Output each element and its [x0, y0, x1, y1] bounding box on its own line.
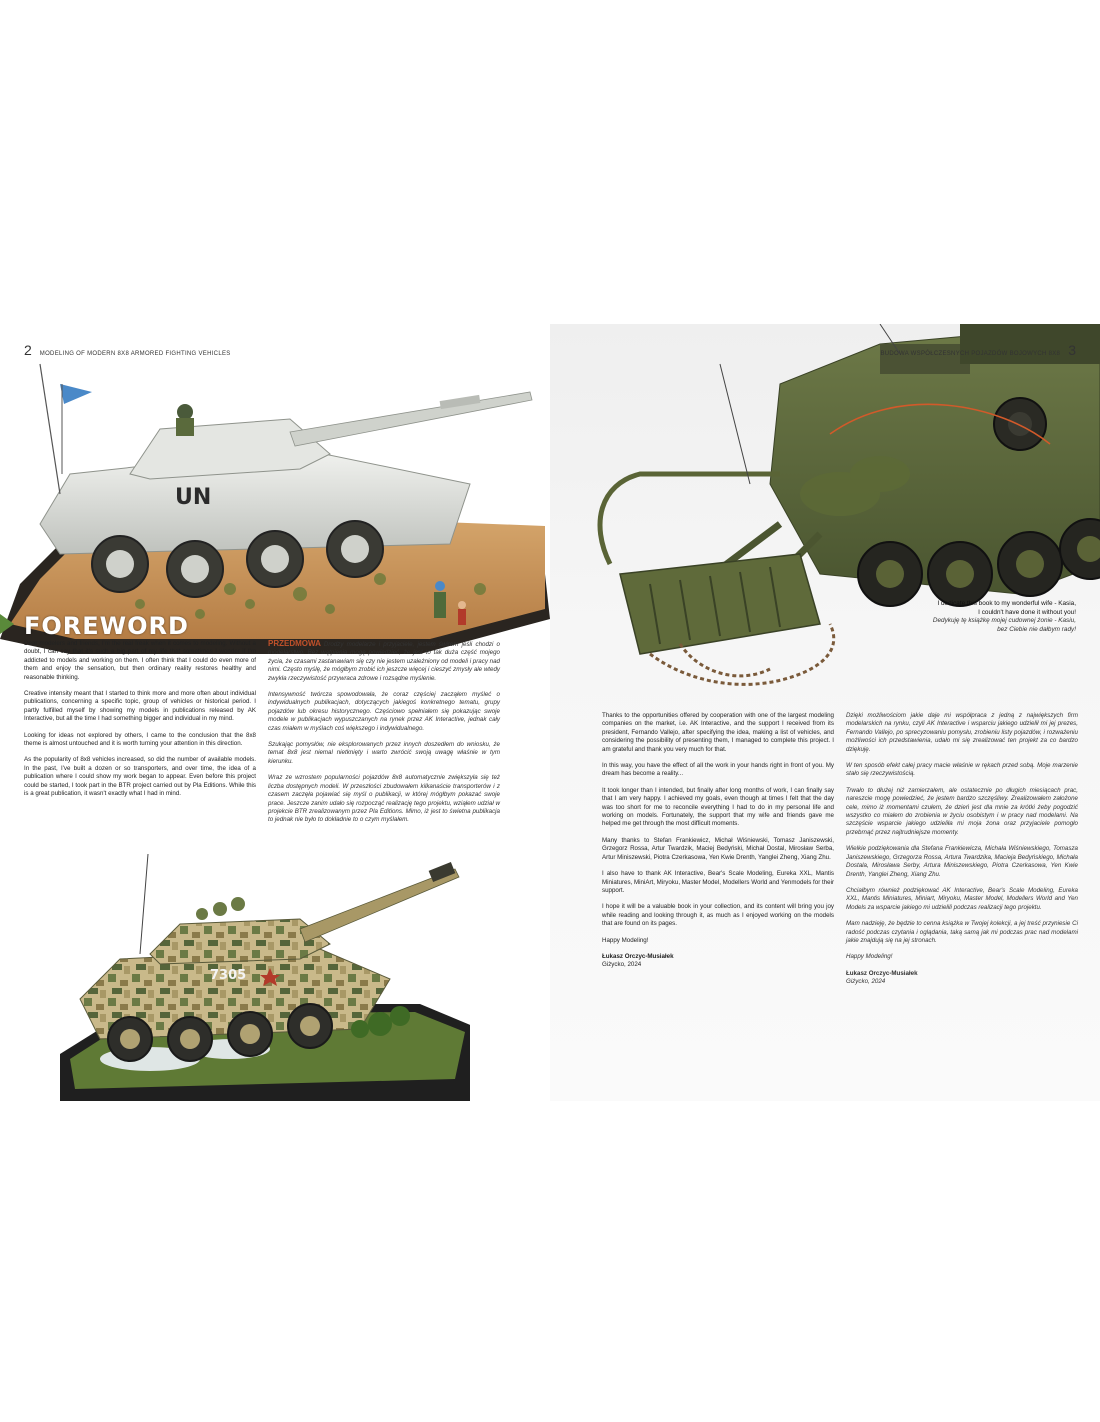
running-title: MODELING OF MODERN 8X8 ARMORED FIGHTING VEHICLES [39, 351, 231, 357]
paragraph: Szukając pomysłów, nie eksplorowanych przez innych doszedłem do wniosku, że temat 8x8 jest niemal nietknięty i warto zwrócić swoją uwagę właśnie w tym kierunku. [268, 741, 500, 765]
turret-number: 7305 [210, 968, 247, 983]
paragraph: Many thanks to Stefan Frankiewicz, Michał Wiśniewski, Tomasz Janiszewski, Grzegorz Rossa, Artur Twardzik, Maciej Bedyński, Michał Dostal, Mirosław Serba, Artur Miniszewski, Piotra Czerkasowa, Yen Kwie Drenth, Yanglei Zheng, Xiang Zhu. [602, 836, 834, 861]
dedication-pl-line: Dedykuję tę książkę mojej cudownej żonie - Kasiu, [932, 617, 1076, 625]
paragraph: Dzięki możliwościom jakie daje mi współpraca z jedną z największych firm modelarskich na rynku, czyli AK Interactive i wsparciu jakiego udzielił mi jej prezes, Fernando Vallejo, po sprecyzowaniu pomysłu, zrobieniu listy pojazdów, i rozważeniu możliwości ich przedstawienia, udało mi się zrealizować ten projekt za co bardzo dziękuję. [846, 712, 1078, 753]
paragraph: W ten sposób efekt całej pracy macie właśnie w rękach przed sobą. Moje marzenie stało się rzeczywistością. [846, 762, 1078, 778]
paragraph: Mam nadzieję, że będzie to cenna książka w Twojej kolekcji, a jej treść przyniesie Ci radość podczas czytania i oglądania, taką samą jak mi podczas prac nad modelami jakie znajdują się na jej stronach. [846, 920, 1078, 944]
right-page [550, 324, 1100, 1101]
english-column-left [24, 640, 256, 807]
signature-place-date: Giżycko, 2024 [602, 961, 642, 969]
signature-place-date: Giżycko, 2024 [846, 978, 886, 986]
un-marking: UN [175, 485, 212, 510]
foreword-title: FOREWORD [24, 612, 189, 640]
dedication-en-line: I couldn't have done it without you! [978, 608, 1076, 616]
paragraph: Chciałbym również podziękować AK Interactive, Bear's Scale Modeling, Eureka XXL, Mantis Miniatures, Miniart, Miryoku, Master Model, Modellers World and Yen Models za wsparcie jakiego mi udzielili podczas realizacji tego projektu. [846, 886, 1078, 911]
paragraph: I hope it will be a valuable book in your collection, and its content will bring you joy while reading and looking through it, as much as I enjoyed working on the models that are found on its pages. [602, 903, 834, 928]
dedication-en-line: I dedicate this book to my wonderful wife - Kasia, [937, 600, 1076, 607]
page-number: 3 [1068, 342, 1076, 358]
paragraph: Happy Modeling! [602, 936, 649, 944]
paragraph: As the popularity of 8x8 vehicles increased, so did the number of available models. In the past, I've built a dozen or so transporters, and over time, the idea of a publication where I could show my work began to appear. Even before this project could be started, I took part in the BTR project carried out by Pla Editions. While this is a great publication, it wasn't exactly what I had in mind. [24, 756, 256, 798]
running-title: BUDOWA WSPÓŁCZESNYCH POJAZDÓW BOJOWYCH 8X8 [880, 351, 1061, 357]
polish-heading: PRZEDMOWA [268, 639, 321, 648]
paragraph: Wraz ze wzrostem popularności pojazdów 8x8 automatycznie zwiększyła się też liczba dostępnych modeli. W przeszłości zbudowałem kilkanaście transporterów i z czasem zaczęła pojawiać się myśl o publikacji, w której mógłbym pokazać swoje prace. Jeszcze zanim udało się rozpocząć realizację tego projektu, wziąłem udział w projekcie BTR zrealizowanym przez Pla Editions. Mimo, iż jest to świetna publikacja to jednak nie było to dokładnie to o czym myślałem. [268, 774, 500, 824]
camo-tank-photo [60, 854, 470, 1101]
book-spread [0, 324, 1100, 1101]
polish-column-right [846, 712, 1078, 987]
dedication-pl-line: bez Ciebie nie dałbym rady! [997, 625, 1076, 633]
paragraph: Dear modelers and friends, I'm the real freak when it comes to modeling. Without a doubt, I can say that it's such a big part of my life that sometimes I wonder if I'm addicted to models and working on them. I often think that I could do even more of them and enjoy the sensation, but then ordinary reality restores healthy and reasonable thinking. [24, 640, 256, 681]
stryker-mine-plow-photo [580, 324, 1100, 696]
paragraph [268, 640, 500, 683]
signature-name: Łukasz Orczyc-Musiałek [846, 969, 918, 977]
paragraph: Wielkie podziękowania dla Stefana Frankiewicza, Michała Wiśniewskiego, Tomasza Janiszewskiego, Grzegorza Rossa, Artura Twardzika, Macieja Bedyńskiego, Michała Dostala, Mirosława Serby, Artura Miniszewskiego, Piotra Czerkasowa, Yen Kwie Drenth, Yanglei Zheng, Xiang Zhu. [846, 845, 1078, 878]
english-column-right [602, 712, 834, 970]
right-page-header [880, 342, 1076, 358]
paragraph: It took longer than I intended, but finally after long months of work, I can finally say that I am very happy. I achieved my goals, even though at times I felt that the day was too short for me to reconcile everything I had to do in my personal life and working on models. Fortunately, the support that my wife and friends gave me helped me get through the most difficult moments. [602, 786, 834, 828]
paragraph: Happy Modeling! [846, 953, 893, 961]
signature-name: Łukasz Orczyc-Musiałek [602, 952, 674, 960]
paragraph: Intensywność twórcza spowodowała, że coraz częściej zacząłem myśleć o indywidualnych publikacjach, dotyczących jakiegoś konkretnego tematu, grupy pojazdów lub okresu historycznego. Częściowo spełniałem się pokazując swoje modele w publikacjach wypuszczanych na rynek przez AK Interactive, jednak cały czas miałem w myślach coś większego i indywidualnego. [268, 691, 500, 732]
paragraph-text: Drodzy modelarze i przyjaciele, jestem świrem jeśli chodzi o modelarstwo. Bez wątpienia mogę powiedzieć, że jest to tak duża część mojego życia, że czasami zastanawiam się czy nie jestem uzależniony od modeli i pracy nad nimi. Często myślę, że mógłbym zrobić ich jeszcze więcej i cieszyć zmysły ale wtedy zwykła rzeczywistość przywraca zdrowe i rozsądne myślenie. [268, 641, 500, 682]
paragraph: Looking for ideas not explored by others, I came to the conclusion that the 8x8 theme is almost untouched and it is worth turning your attention in this direction. [24, 731, 256, 748]
paragraph: Trwało to dłużej niż zamierzałem, ale ostatecznie po długich miesiącach prac, nareszcie mogę powiedzieć, że jestem bardzo szczęśliwy. Zrealizowałem założone cele, mimo iż momentami czułem, że dzień jest dla mnie za krótki żeby pogodzić wszystko co miałem do zrobienia w życiu osobistym i w pracy nad modelami. Na szczęście wsparcie jakiego udzieliła mi moja żona oraz przyjaciele pomogło przebrnąć przez najtrudniejsze momenty. [846, 786, 1078, 836]
paragraph: In this way, you have the effect of all the work in your hands right in front of you. My dream has become a reality... [602, 762, 834, 778]
paragraph: Creative intensity meant that I started to think more and more often about individual publications, concerning a specific topic, group of vehicles or historical period. I partly fulfilled myself by showing my models in publications released by AK Interactive, but all the time I had something bigger and individual in my mind. [24, 690, 256, 723]
paragraph: I also have to thank AK Interactive, Bear's Scale Modeling, Eureka XXL, Mantis Miniatures, MiniArt, Miryoku, Master Model, Modellers World and Yenmodels for their support. [602, 870, 835, 894]
page-number: 2 [24, 342, 32, 358]
left-page [0, 324, 550, 1101]
dedication [836, 600, 1076, 634]
polish-column-left [268, 640, 500, 833]
paragraph: Thanks to the opportunities offered by cooperation with one of the largest modeling companies on the market, i.e. AK Interactive, and the support I received from its president, Fernando Vallejo, after specifying the idea, making a list of vehicles, and considering the possibility of presenting them, I managed to complete this project. I am grateful and thank you very much for that. [602, 712, 834, 753]
